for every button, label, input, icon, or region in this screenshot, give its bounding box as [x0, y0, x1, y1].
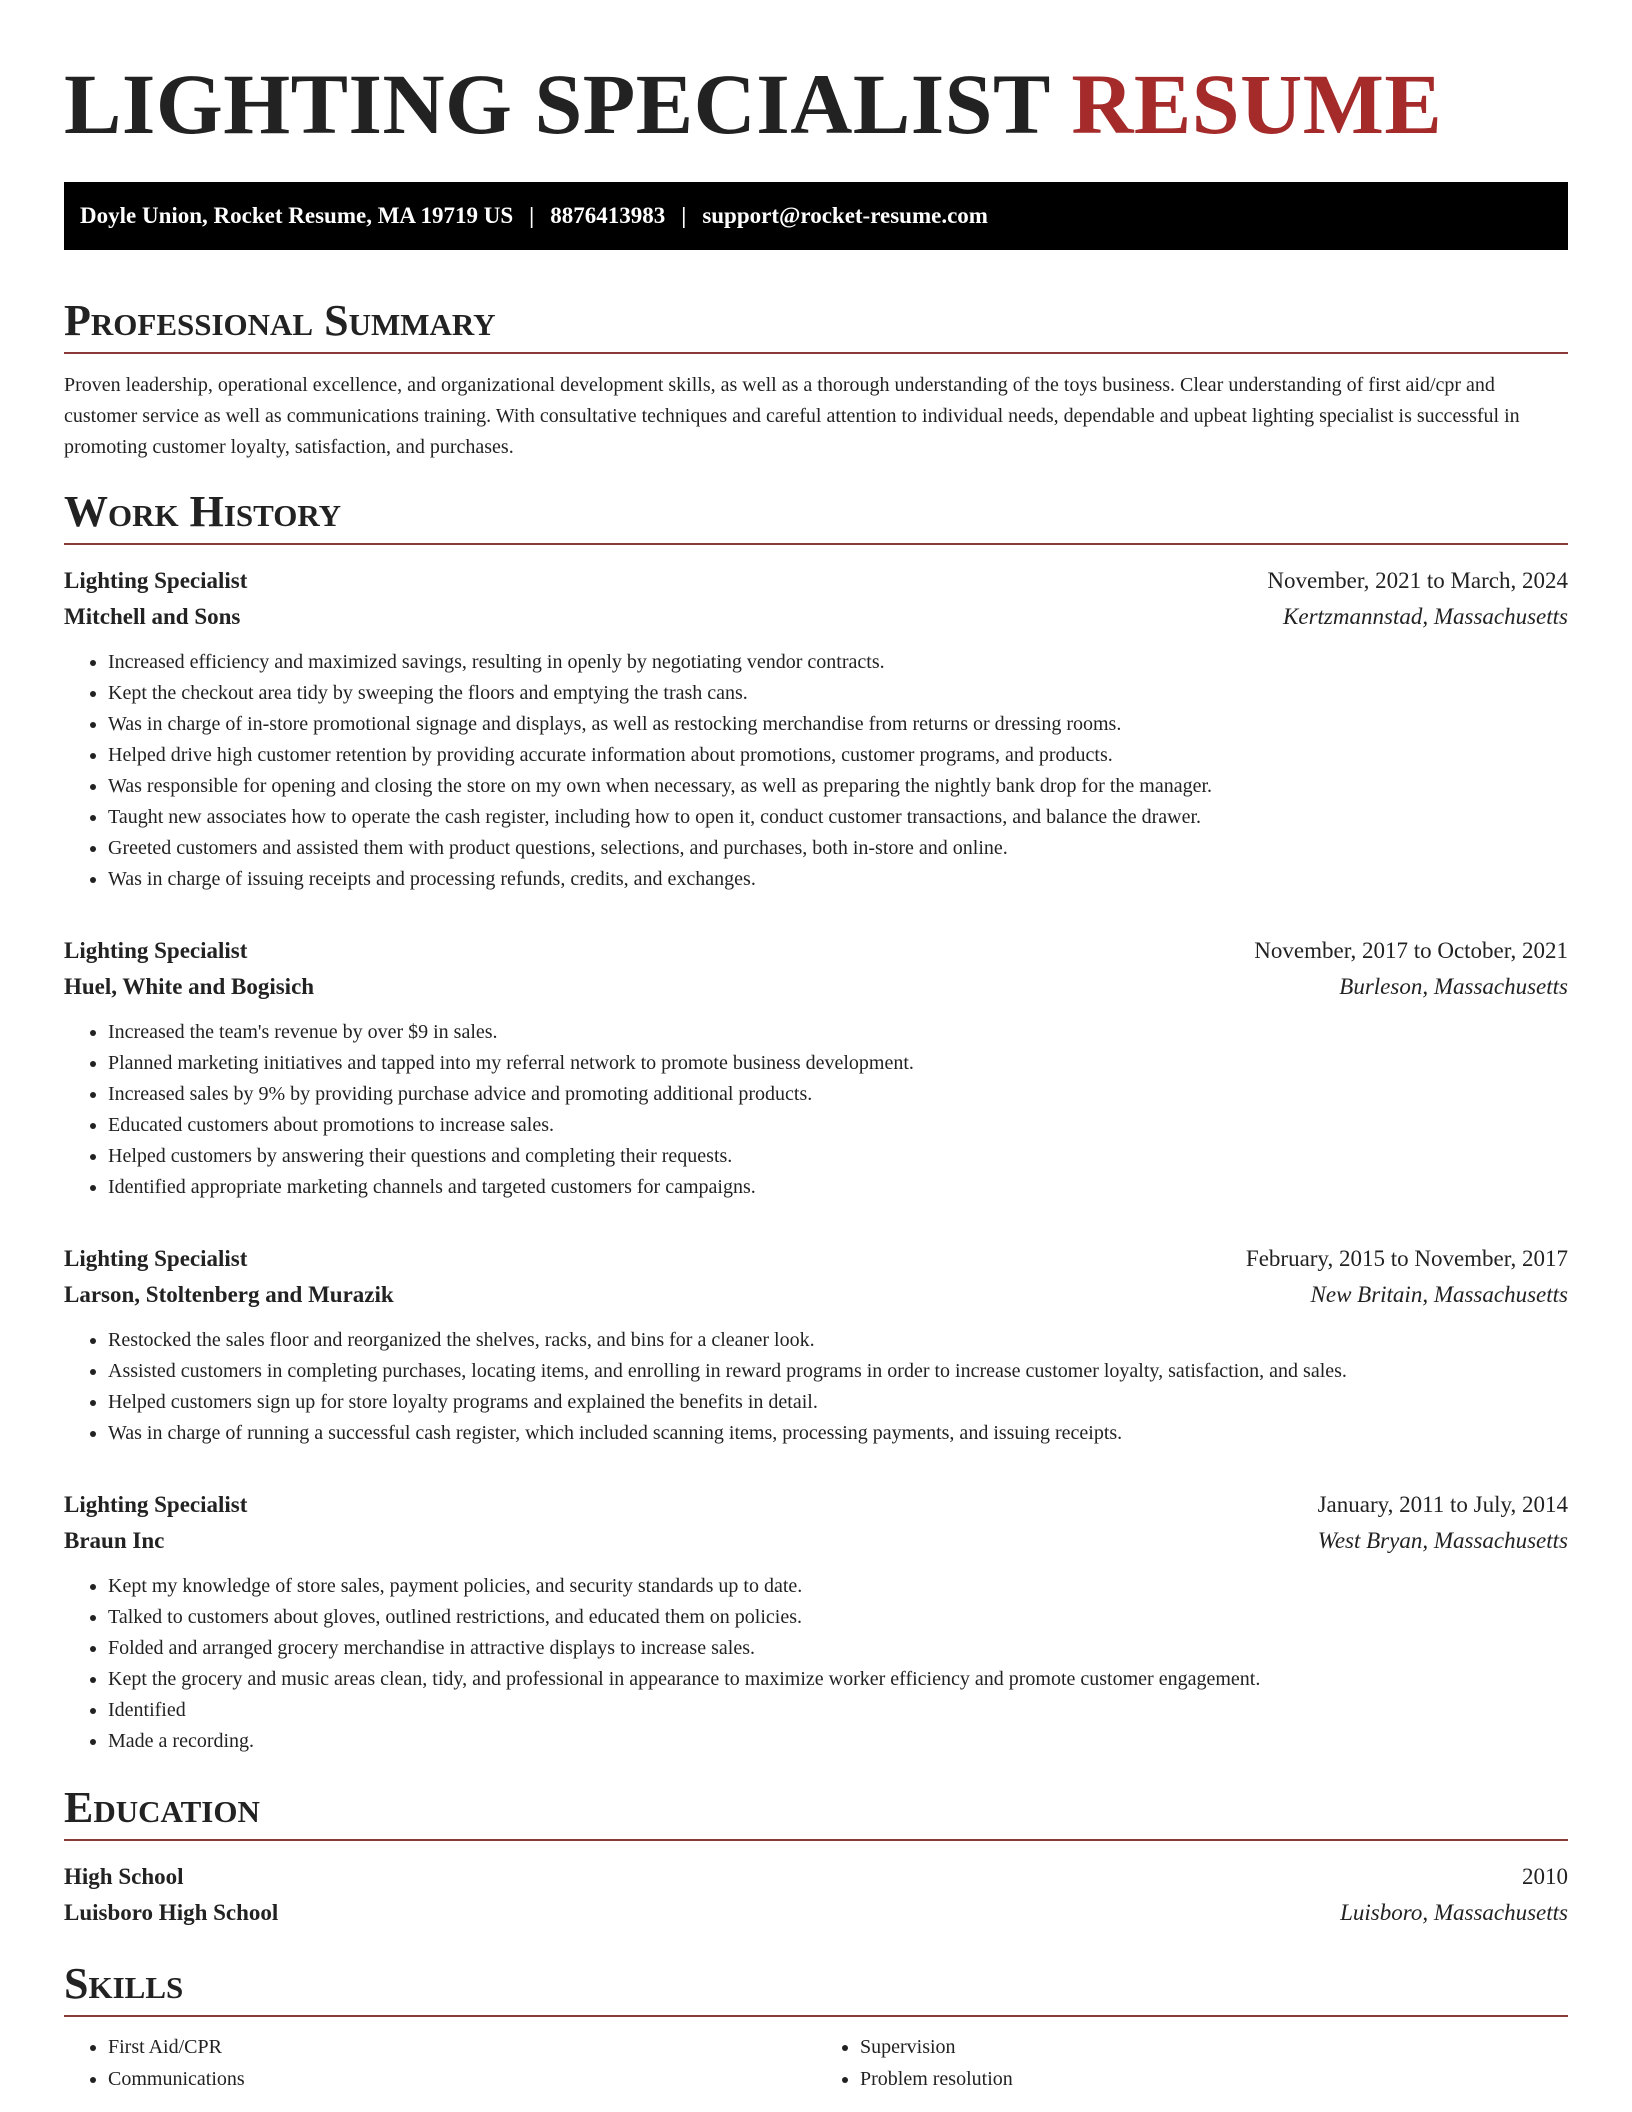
- summary-section: [64, 296, 1568, 463]
- job-location: Kertzmannstad, Massachusetts: [1283, 604, 1568, 629]
- job-bullet: • Helped customers sign up for store loyalty programs and explained the benefits in detail.: [108, 1387, 1568, 1418]
- job-bullet: • Increased sales by 9% by providing purchase advice and promoting additional products.: [108, 1079, 1568, 1110]
- contact-email: support@rocket-resume.com: [702, 203, 988, 228]
- job-location: New Britain, Massachusetts: [1310, 1282, 1568, 1307]
- job-bullets: [64, 1017, 1568, 1203]
- job-bullet: • Made a recording.: [108, 1726, 1568, 1757]
- job-company: Huel, White and Bogisich: [64, 974, 315, 999]
- education-heading: Education: [64, 1783, 260, 1832]
- job-bullet: • Helped drive high customer retention by providing accurate information about promotions, customer programs, and products.: [108, 740, 1568, 771]
- job-company: Mitchell and Sons: [64, 604, 241, 629]
- job-bullet: • Educated customers about promotions to increase sales.: [108, 1110, 1568, 1141]
- skill-item: • First Aid/CPR: [108, 2031, 816, 2063]
- education-degree: High School: [64, 1864, 184, 1889]
- education-section: [64, 1783, 1568, 1931]
- job-dates: January, 2011 to July, 2014: [1317, 1492, 1568, 1517]
- skills-list-left: [64, 2031, 816, 2095]
- resume-title: [64, 54, 1568, 154]
- skills-list-right: [816, 2031, 1568, 2095]
- job-bullet: • Restocked the sales floor and reorganized the shelves, racks, and bins for a cleaner look.: [108, 1325, 1568, 1356]
- job-bullet: • Assisted customers in completing purchases, locating items, and enrolling in reward programs in order to increase customer loyalty, satisfaction, and sales.: [108, 1356, 1568, 1387]
- job-entry: [64, 1241, 1568, 1449]
- job-location: Burleson, Massachusetts: [1339, 974, 1568, 999]
- job-dates: November, 2017 to October, 2021: [1254, 938, 1568, 963]
- work-history-section: [64, 487, 1568, 1757]
- skills-heading: Skills: [64, 1959, 184, 2008]
- title-main: LIGHTING SPECIALIST: [64, 56, 1050, 152]
- job-entry: [64, 563, 1568, 895]
- summary-heading: Professional Summary: [64, 296, 496, 345]
- contact-bar: [64, 182, 1568, 250]
- contact-phone: 8876413983: [550, 203, 666, 228]
- job-bullet: • Was responsible for opening and closing the store on my own when necessary, as well as preparing the nightly bank drop for the manager.: [108, 771, 1568, 802]
- education-location: Luisboro, Massachusetts: [1340, 1900, 1568, 1925]
- education-entry: [64, 1859, 1568, 1931]
- job-bullet: • Was in charge of issuing receipts and processing refunds, credits, and exchanges.: [108, 864, 1568, 895]
- title-accent: RESUME: [1071, 56, 1443, 152]
- job-bullet: • Taught new associates how to operate the cash register, including how to open it, conduct customer transactions, and balance the drawer.: [108, 802, 1568, 833]
- job-title: Lighting Specialist: [64, 568, 248, 593]
- skill-item: • Communications: [108, 2063, 816, 2095]
- skills-section: [64, 1959, 1568, 2095]
- job-bullet: • Identified appropriate marketing channels and targeted customers for campaigns.: [108, 1172, 1568, 1203]
- job-bullet: • Identified: [108, 1695, 1568, 1726]
- job-bullet: • Folded and arranged grocery merchandise in attractive displays to increase sales.: [108, 1633, 1568, 1664]
- contact-separator: |: [529, 203, 535, 228]
- job-bullet: • Helped customers by answering their questions and completing their requests.: [108, 1141, 1568, 1172]
- job-bullet: • Kept the checkout area tidy by sweeping the floors and emptying the trash cans.: [108, 678, 1568, 709]
- section-divider: [64, 352, 1568, 354]
- job-bullet: • Kept my knowledge of store sales, payment policies, and security standards up to date.: [108, 1571, 1568, 1602]
- job-bullets: [64, 1325, 1568, 1449]
- section-divider: [64, 2015, 1568, 2017]
- job-title: Lighting Specialist: [64, 938, 248, 963]
- job-company: Larson, Stoltenberg and Murazik: [64, 1282, 394, 1307]
- job-bullet: • Talked to customers about gloves, outlined restrictions, and educated them on policies.: [108, 1602, 1568, 1633]
- job-dates: February, 2015 to November, 2017: [1245, 1246, 1568, 1271]
- section-divider: [64, 1839, 1568, 1841]
- job-bullet: • Kept the grocery and music areas clean, tidy, and professional in appearance to maximize worker efficiency and promote customer engagement.: [108, 1664, 1568, 1695]
- contact-separator: |: [681, 203, 687, 228]
- job-bullet: • Was in charge of in-store promotional signage and displays, as well as restocking merchandise from returns or dressing rooms.: [108, 709, 1568, 740]
- education-school: Luisboro High School: [64, 1900, 279, 1925]
- job-bullets: [64, 1571, 1568, 1757]
- job-location: West Bryan, Massachusetts: [1317, 1528, 1568, 1553]
- skill-item: • Supervision: [860, 2031, 1568, 2063]
- job-bullet: • Was in charge of running a successful cash register, which included scanning items, processing payments, and issuing receipts.: [108, 1418, 1568, 1449]
- skills-grid: [64, 2031, 1568, 2095]
- job-company: Braun Inc: [64, 1528, 165, 1553]
- job-entry: [64, 933, 1568, 1203]
- job-title: Lighting Specialist: [64, 1492, 248, 1517]
- job-bullets: [64, 647, 1568, 895]
- skill-item: • Problem resolution: [860, 2063, 1568, 2095]
- contact-address: Doyle Union, Rocket Resume, MA 19719 US: [80, 203, 514, 228]
- work-history-heading: Work History: [64, 487, 342, 536]
- section-divider: [64, 543, 1568, 545]
- job-list: [64, 563, 1568, 1757]
- summary-text: Proven leadership, operational excellence, and organizational development skills, as well as a thorough understanding of the toys business. Clear understanding of first aid/cpr and customer service as well as communications training. With consultative techniques and careful attention to individual needs, dependable and upbeat lighting specialist is successful in promoting customer loyalty, satisfaction, and purchases.: [64, 374, 1520, 458]
- education-year: 2010: [1522, 1864, 1568, 1889]
- job-dates: November, 2021 to March, 2024: [1267, 568, 1568, 593]
- job-title: Lighting Specialist: [64, 1246, 248, 1271]
- job-bullet: • Planned marketing initiatives and tapped into my referral network to promote business development.: [108, 1048, 1568, 1079]
- job-bullet: • Greeted customers and assisted them with product questions, selections, and purchases, both in-store and online.: [108, 833, 1568, 864]
- job-bullet: • Increased the team's revenue by over $9 in sales.: [108, 1017, 1568, 1048]
- job-entry: [64, 1487, 1568, 1757]
- job-bullet: • Increased efficiency and maximized savings, resulting in openly by negotiating vendor contracts.: [108, 647, 1568, 678]
